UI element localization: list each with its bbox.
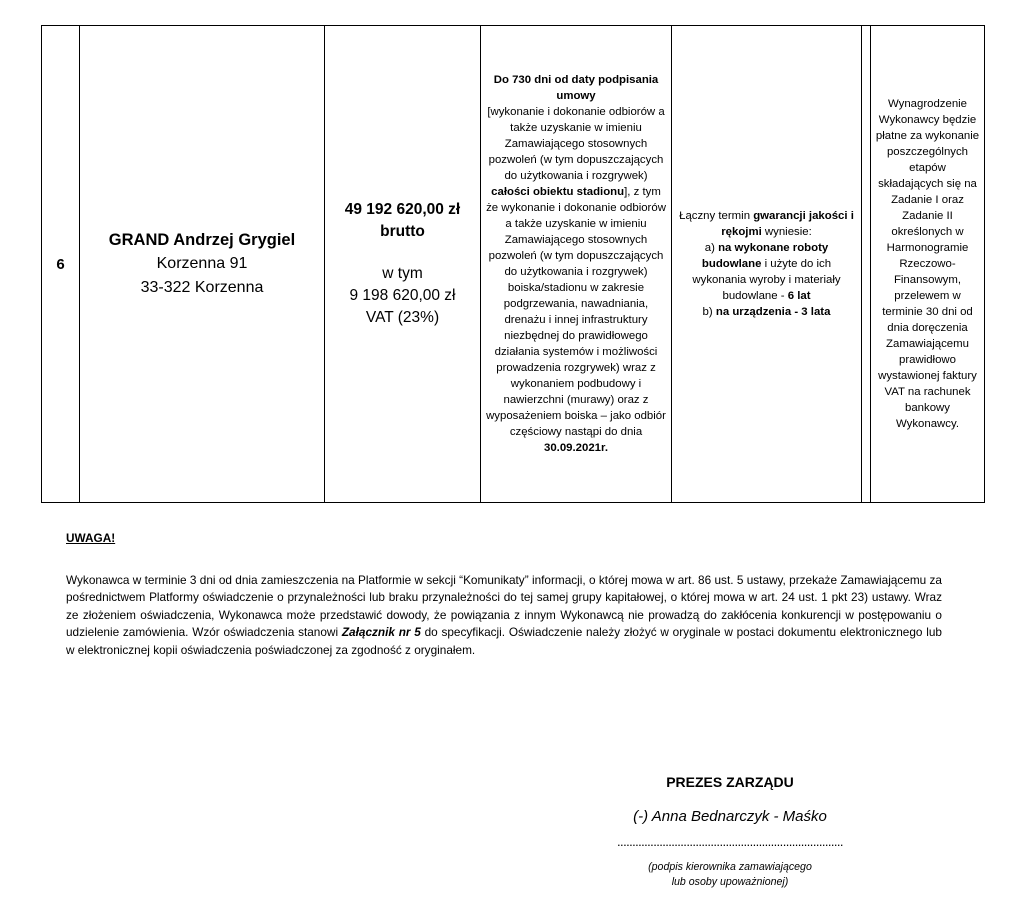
table-row <box>42 26 985 503</box>
row-number: 6 <box>42 26 80 503</box>
contractor-street: Korzenna 91 <box>156 255 248 272</box>
contractor-city: 33-322 Korzenna <box>140 279 264 296</box>
signature-title: PREZES ZARZĄDU <box>666 774 794 790</box>
vat-amount: 9 198 620,00 zł <box>349 287 456 304</box>
note-text-1: Wykonawca w terminie 3 dni od dnia zamieszczenia na Platformie w sekcji “Komunikaty” informacji, o której mowa w art. 86 ust. 5 ustawy, przekaże Zamawiającemu za pośrednictwem Platformy oświadczenie o przynależności lub braku przynależności do tej samej grupy kapitałowej, o której mowa w art. 24 ust. 1 pkt 23) ustawy. Wraz ze złożeniem oświadczenia, Wykonawca może przedstawić dowody, że powiązania z innym Wykonawcą nie prowadzą do zakłócenia konkurencji w postępowaniu o udzielenie zamówienia. Wzór oświadczenia stanowi <box>66 573 942 640</box>
note-heading: UWAGA! <box>66 531 116 545</box>
signature-line: ........................................................................... <box>617 834 843 849</box>
offer-table <box>41 25 985 503</box>
warranty-a-text: i użyte do ich wykonania wyroby i materiały budowlane - <box>692 258 841 302</box>
spacer-cell <box>862 26 871 503</box>
contractor-name: GRAND Andrzej Grygiel <box>108 231 296 249</box>
warranty-intro-end: wyniesie: <box>764 226 812 238</box>
term-deadline: Do 730 dni od daty podpisania umowy <box>493 74 659 102</box>
note-text-2: do specyfikacji. Oświadczenie należy złożyć w oryginale w postaci dokumentu elektronicznego lub w elektronicznej kopii oświadczenia poświadczonej za zgodność z oryginałem. <box>66 625 942 657</box>
payment-cell: Wynagrodzenie Wykonawcy będzie płatne za wykonanie poszczególnych etapów składających się na Zadanie I oraz Zadanie II określonych w Harmonogramie Rzeczowo-Finansowym, przelewem w terminie 30 dni od dnia doręczenia Zamawiającemu prawidłowo wystawionej faktury VAT na rachunek bankowy Wykonawcy. <box>871 26 985 503</box>
warranty-a-prefix: a) <box>704 242 715 254</box>
warranty-cell <box>672 26 862 503</box>
price-cell <box>325 26 481 503</box>
term-text-3: tym że wykonanie i dokonanie odbiorów a także uzyskanie w imieniu Zamawiającego stosownych pozwoleń (w tym dopuszczających do użytkowania i rozgrywek) boiska/stadionu w zakresie podgrzewania, nawadniania, drenażu i innej infrastruktury niezbędnej do prawidłowego działania systemów i możliwości prowadzenia rozgrywek) wraz z wykonaniem podbudowy i nawierzchni (murawy) oraz z wyposażeniem boiska – jako odbiór częściowy nastąpi do dnia <box>486 186 666 438</box>
signature-caption-line-1: (podpis kierownika zamawiającego <box>648 861 812 873</box>
signature-caption <box>560 860 900 890</box>
attachment-reference: Załącznik nr 5 <box>341 625 421 640</box>
warranty-b-prefix: b) <box>702 306 713 318</box>
term-text-2: ], z <box>624 186 640 198</box>
vat-rate: VAT (23%) <box>365 309 440 326</box>
gross-label: brutto <box>380 223 425 240</box>
warranty-a-bold: na wykonane roboty budowlane <box>701 242 829 270</box>
warranty-b-bold: na urządzenia - 3 lata <box>715 306 831 318</box>
note-body <box>66 572 942 659</box>
signature-person: (-) Anna Bednarczyk - Maśko <box>633 808 827 825</box>
completion-term-cell <box>481 26 672 503</box>
term-scope: całości obiektu stadionu <box>491 186 625 198</box>
signature-caption-line-2: lub osoby upoważnionej) <box>671 876 789 888</box>
warranty-a-years: 6 lat <box>787 290 811 302</box>
incl-label: w tym <box>382 265 423 282</box>
contractor-cell <box>80 26 325 503</box>
warranty-intro-bold: gwarancji jakości i rękojmi <box>721 210 854 238</box>
gross-price: 49 192 620,00 zł <box>344 201 461 218</box>
term-date: 30.09.2021r. <box>544 442 608 454</box>
term-text-1: [wykonanie i dokonanie odbiorów a także uzyskanie w imieniu Zamawiającego stosownych pozwoleń (w tym dopuszczających do użytkowania i rozgrywek) <box>487 106 665 182</box>
warranty-intro: Łączny termin <box>679 210 751 222</box>
